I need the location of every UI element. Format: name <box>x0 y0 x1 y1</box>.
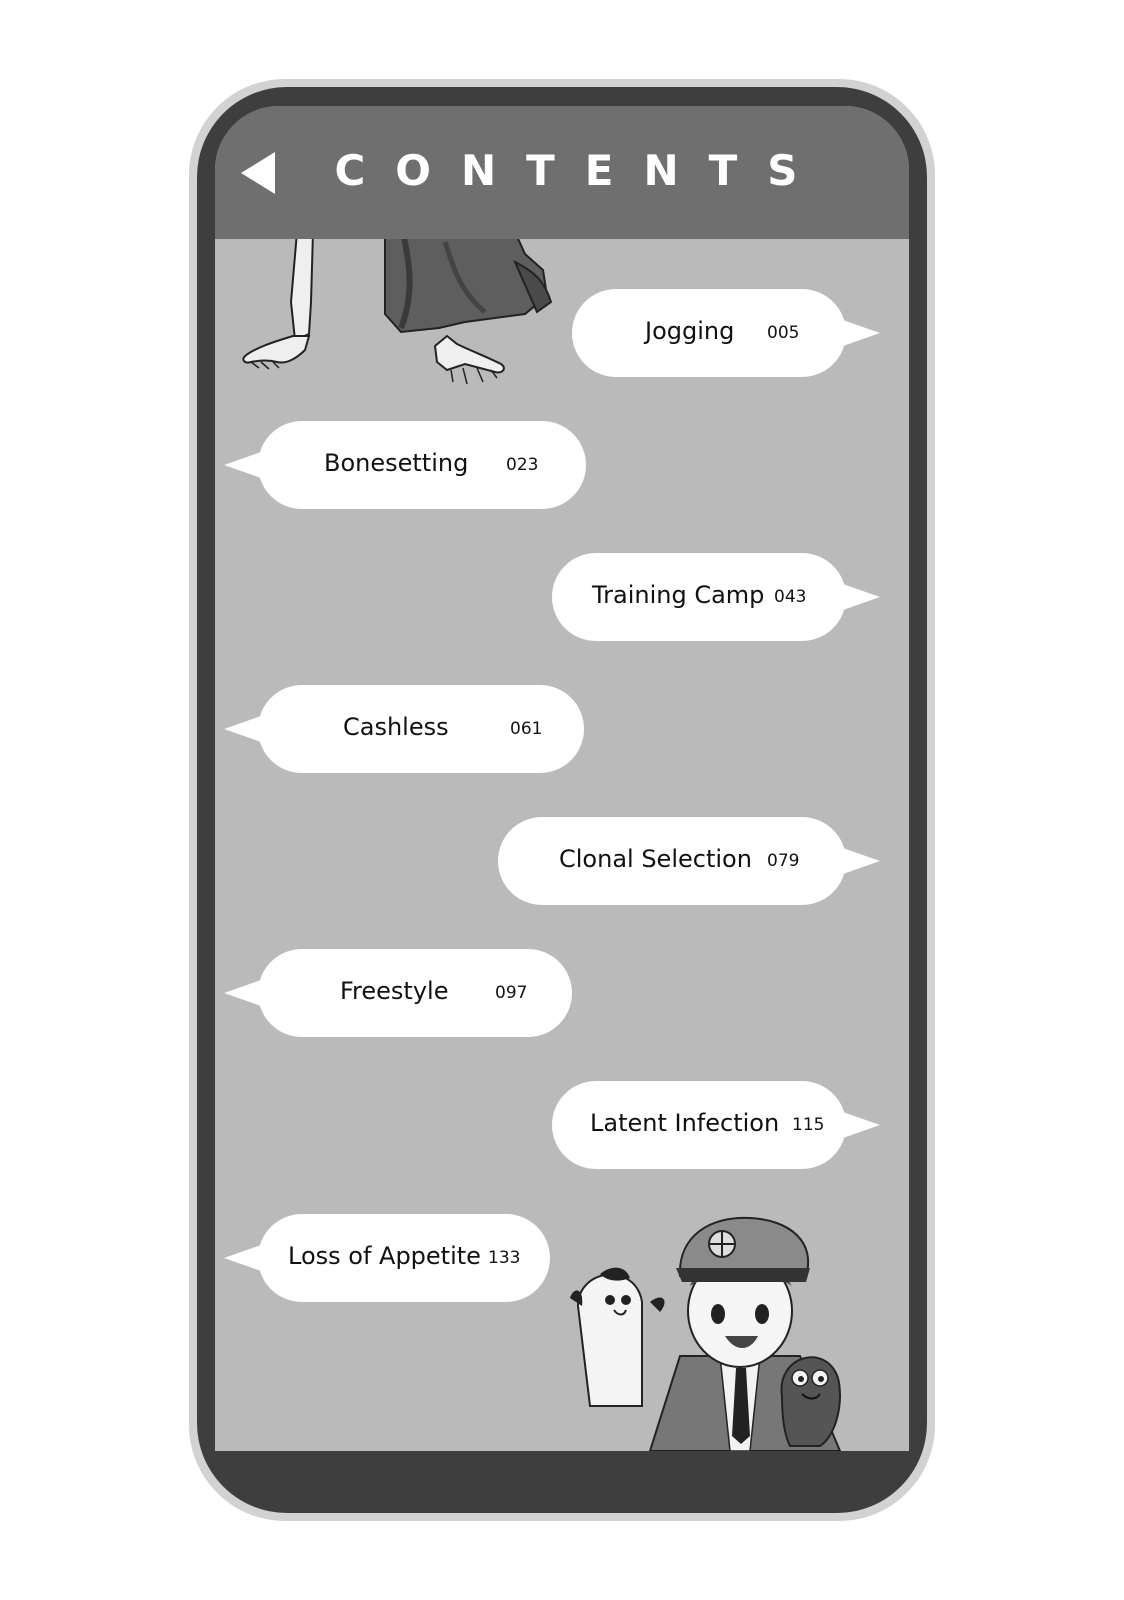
chapter-item-freestyle[interactable] <box>258 949 572 1037</box>
chapter-page: 043 <box>774 587 807 607</box>
chapter-page: 061 <box>510 719 543 739</box>
chapter-item-loss-of-appetite[interactable] <box>258 1214 550 1302</box>
chapter-page: 115 <box>792 1115 825 1135</box>
chapter-title: Training Camp <box>592 581 765 609</box>
speech-tail <box>224 979 264 1007</box>
chapter-page: 079 <box>767 851 800 871</box>
speech-tail <box>840 319 880 347</box>
page-title: CONTENTS <box>334 146 828 195</box>
bottom-bar <box>215 1451 909 1463</box>
chapter-item-clonal-selection[interactable] <box>498 817 846 905</box>
chapter-title: Jogging <box>645 317 735 345</box>
chapter-title: Clonal Selection <box>559 845 752 873</box>
speech-tail <box>840 1111 880 1139</box>
speech-tail <box>224 451 264 479</box>
bottom-illustration-boy-with-puppets <box>570 1206 890 1451</box>
header-bar <box>215 106 909 239</box>
chapter-item-cashless[interactable] <box>258 685 584 773</box>
top-illustration-person-hands <box>225 232 565 397</box>
chapter-item-training-camp[interactable] <box>552 553 846 641</box>
speech-tail <box>840 583 880 611</box>
speech-tail <box>840 847 880 875</box>
chapter-title: Latent Infection <box>590 1109 780 1137</box>
chapter-title: Bonesetting <box>324 449 469 477</box>
chapter-item-latent-infection[interactable] <box>552 1081 846 1169</box>
speech-tail <box>224 715 264 743</box>
chapter-title: Cashless <box>343 713 449 741</box>
chapter-title: Loss of Appetite <box>288 1242 481 1270</box>
speech-tail <box>224 1244 264 1272</box>
phone-screen <box>215 106 909 1451</box>
chapter-item-bonesetting[interactable] <box>258 421 586 509</box>
chapter-title: Freestyle <box>340 977 449 1005</box>
chapter-page: 097 <box>495 983 528 1003</box>
chapter-page: 133 <box>488 1248 521 1268</box>
chapter-item-jogging[interactable] <box>572 289 846 377</box>
chapter-page: 005 <box>767 323 800 343</box>
chapter-page: 023 <box>506 455 539 475</box>
